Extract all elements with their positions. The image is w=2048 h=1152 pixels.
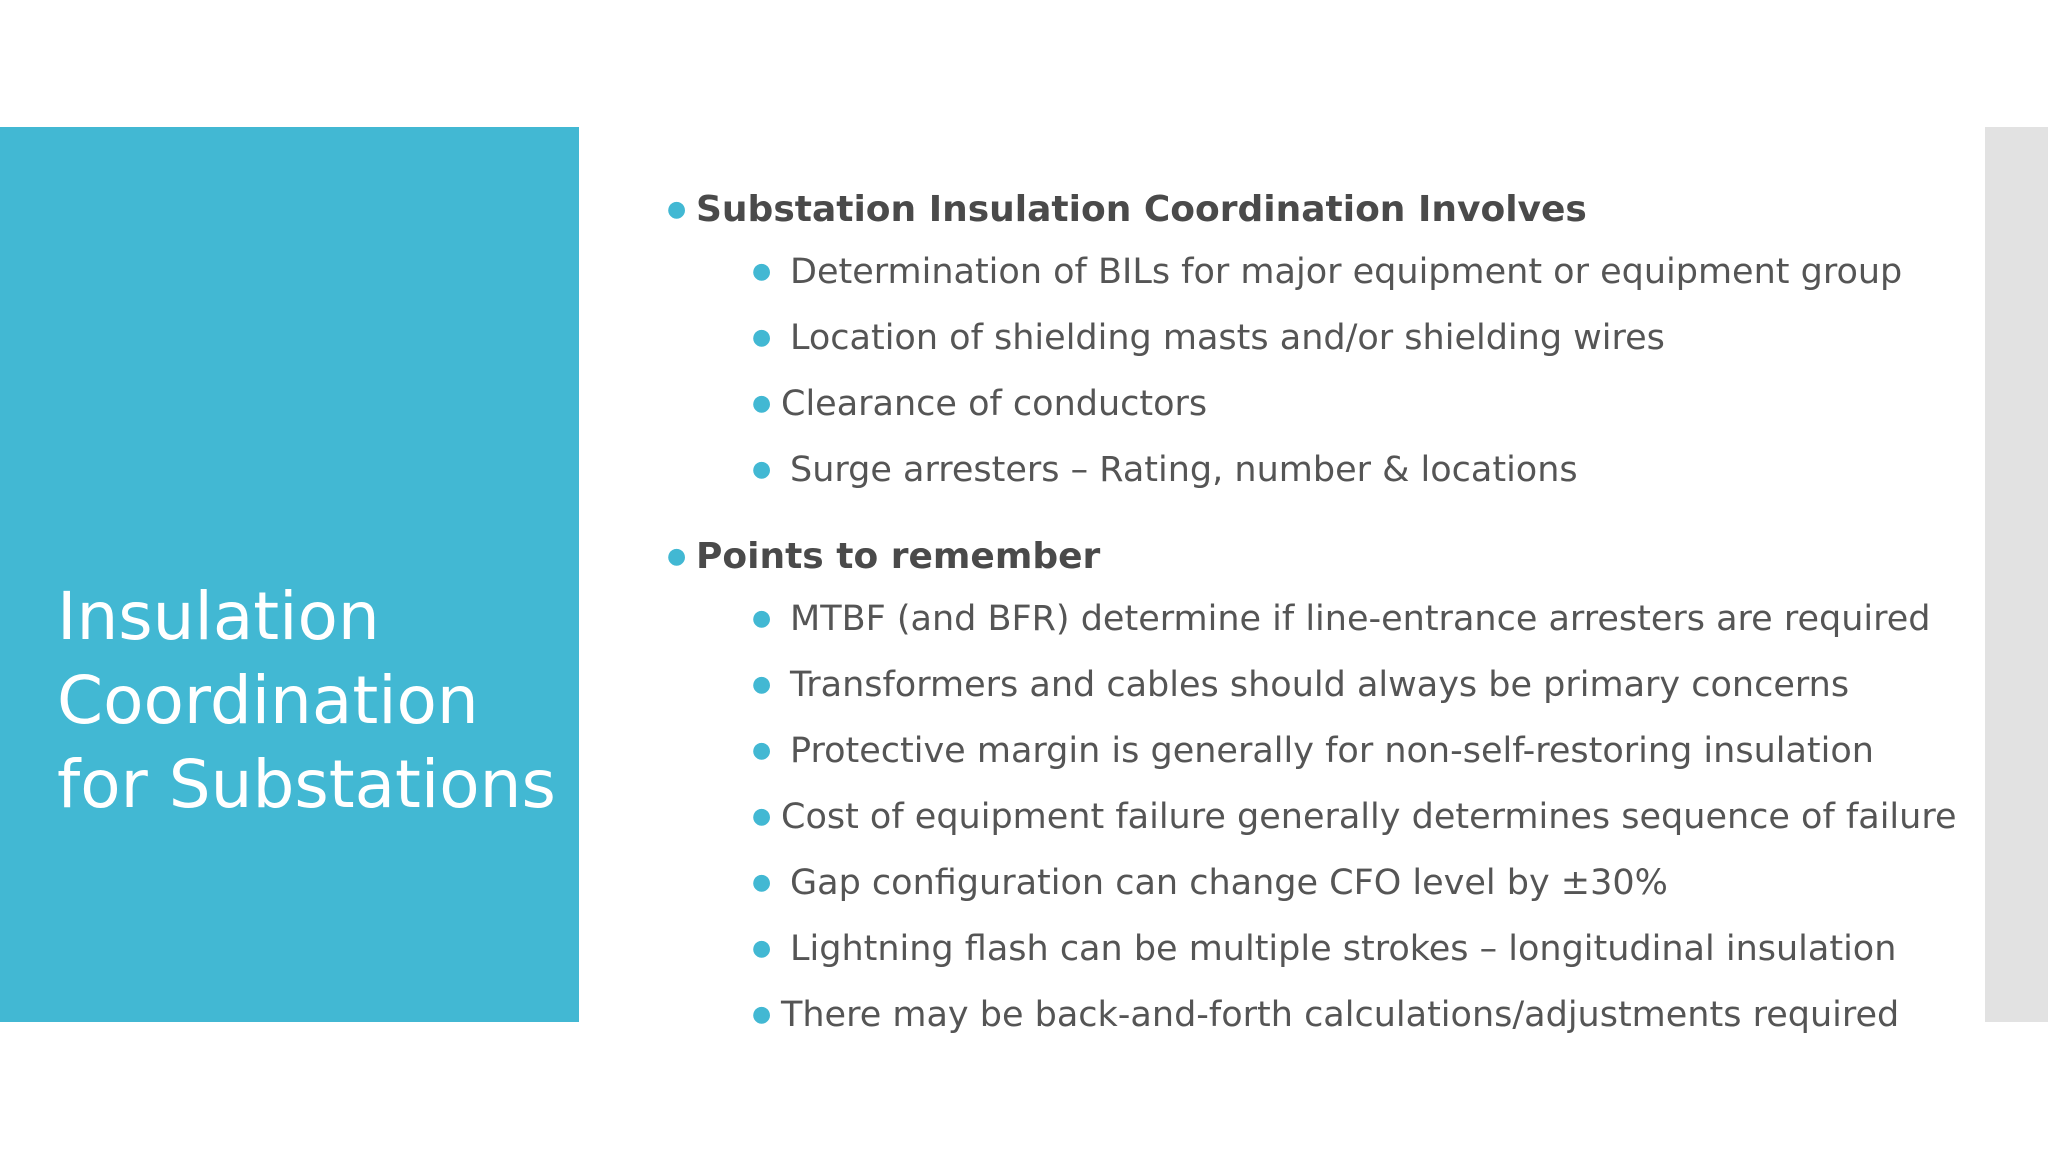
section-heading: Points to remember: [696, 536, 1101, 577]
bullet-item: Gap configuration can change CFO level by ±30%: [790, 863, 1668, 903]
bullet-dot-icon: ●: [752, 738, 772, 763]
bullet-dot-icon: ●: [752, 672, 772, 697]
bullet-item: Lightning flash can be multiple strokes – longitudinal insulation: [790, 929, 1897, 969]
bullet-item: Surge arresters – Rating, number & locations: [790, 450, 1578, 490]
bullet-item: Clearance of conductors: [781, 384, 1208, 424]
bullet-dot-icon: ●: [752, 391, 772, 416]
bullet-item: Protective margin is generally for non-self-restoring insulation: [790, 731, 1874, 771]
bullet-item: There may be back-and-forth calculations/adjustments required: [781, 995, 1900, 1035]
bullet-dot-icon: ●: [752, 606, 772, 631]
bullet-dot-icon: ●: [752, 1002, 772, 1027]
bullet-dot-icon: ●: [752, 870, 772, 895]
bullet-dot-icon: ●: [752, 325, 772, 350]
bullet-item: Location of shielding masts and/or shielding wires: [790, 318, 1665, 358]
bullet-dot-icon: ●: [752, 804, 772, 829]
bullet-item: MTBF (and BFR) determine if line-entrance arresters are required: [790, 599, 1931, 639]
bullet-dot-icon: ●: [667, 197, 687, 222]
bullet-dot-icon: ●: [752, 457, 772, 482]
bullet-item: Cost of equipment failure generally determines sequence of failure: [781, 797, 1957, 837]
section-heading: Substation Insulation Coordination Involves: [696, 189, 1587, 230]
bullet-dot-icon: ●: [752, 259, 772, 284]
bullet-item: Transformers and cables should always be primary concerns: [790, 665, 1850, 705]
bullet-dot-icon: ●: [667, 544, 687, 569]
bullet-item: Determination of BILs for major equipment or equipment group: [790, 252, 1903, 292]
slide-title: Insulation Coordination for Substations: [57, 578, 556, 823]
bullet-dot-icon: ●: [752, 936, 772, 961]
